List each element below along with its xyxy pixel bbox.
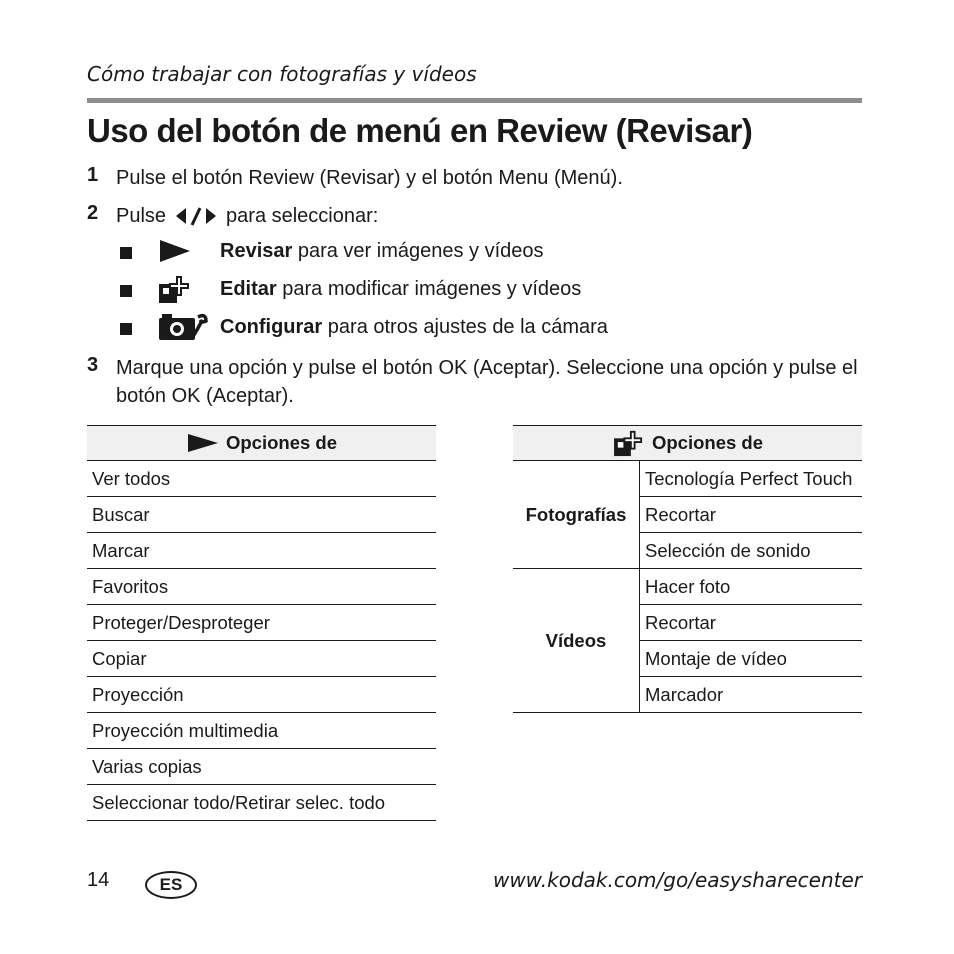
footer-url: www.kodak.com/go/easysharecenter	[492, 868, 862, 892]
table-row: Proteger/Desproteger	[87, 605, 436, 641]
step-number: 3	[87, 354, 99, 376]
table-row: Tecnología Perfect Touch	[640, 461, 862, 497]
table-row: Copiar	[87, 641, 436, 677]
table-row: Marcar	[87, 533, 436, 569]
group-label: Fotografías	[525, 503, 627, 525]
edit-options-table	[513, 425, 862, 713]
edit-icon	[158, 274, 192, 304]
edit-icon	[612, 429, 646, 457]
language-badge: ES	[145, 871, 197, 899]
option-setup: Configurar para otros ajustes de la cámara	[220, 316, 608, 338]
review-options-table	[87, 425, 436, 821]
table-row: Recortar	[640, 605, 862, 641]
play-icon	[158, 238, 192, 264]
table-row: Seleccionar todo/Retirar selec. todo	[87, 785, 436, 821]
group-label: Vídeos	[545, 629, 607, 651]
table-group-photos	[513, 461, 862, 569]
step-3	[87, 354, 867, 414]
step-number: 1	[87, 164, 99, 186]
step-2	[87, 202, 867, 232]
group-rows	[639, 569, 862, 712]
table-row: Ver todos	[87, 461, 436, 497]
step-number: 2	[87, 202, 99, 224]
table-row: Favoritos	[87, 569, 436, 605]
camera-setup-icon	[158, 311, 208, 341]
step-text: Pulse el botón Review (Revisar) y el botón Menu (Menú).	[116, 167, 623, 189]
table-row: Marcador	[645, 683, 724, 705]
option-edit: Editar para modificar imágenes y vídeos	[220, 278, 582, 300]
table-group-videos	[513, 569, 862, 713]
option-review: Revisar para ver imágenes y vídeos	[220, 240, 544, 262]
group-rows	[639, 461, 862, 568]
bullet	[120, 247, 132, 259]
table-row: Recortar	[640, 497, 862, 533]
table-row: Proyección multimedia	[87, 713, 436, 749]
step-text: Pulse para seleccionar:	[116, 205, 379, 227]
page-title: Uso del botón de menú en Review (Revisar)	[87, 112, 753, 149]
table-row: Hacer foto	[640, 569, 862, 605]
step-text: Marque una opción y pulse el botón OK (Aceptar). Seleccione una opción y pulse el botón OK (Aceptar).	[116, 357, 858, 407]
table-row: Varias copias	[87, 749, 436, 785]
bullet	[120, 285, 132, 297]
header-rule	[87, 98, 862, 103]
table-row: Proyección	[87, 677, 436, 713]
play-icon	[186, 432, 220, 454]
table-row: Montaje de vídeo	[640, 641, 862, 677]
table-header: Opciones de	[87, 425, 436, 461]
table-row: Selección de sonido	[645, 539, 811, 561]
left-right-arrows-icon	[174, 205, 218, 227]
table-row: Buscar	[87, 497, 436, 533]
bullet	[120, 323, 132, 335]
table-header: Opciones de	[513, 425, 862, 461]
step-1	[87, 164, 867, 194]
chapter-title: Cómo trabajar con fotografías y vídeos	[87, 62, 477, 86]
page-number: 14	[87, 869, 110, 891]
